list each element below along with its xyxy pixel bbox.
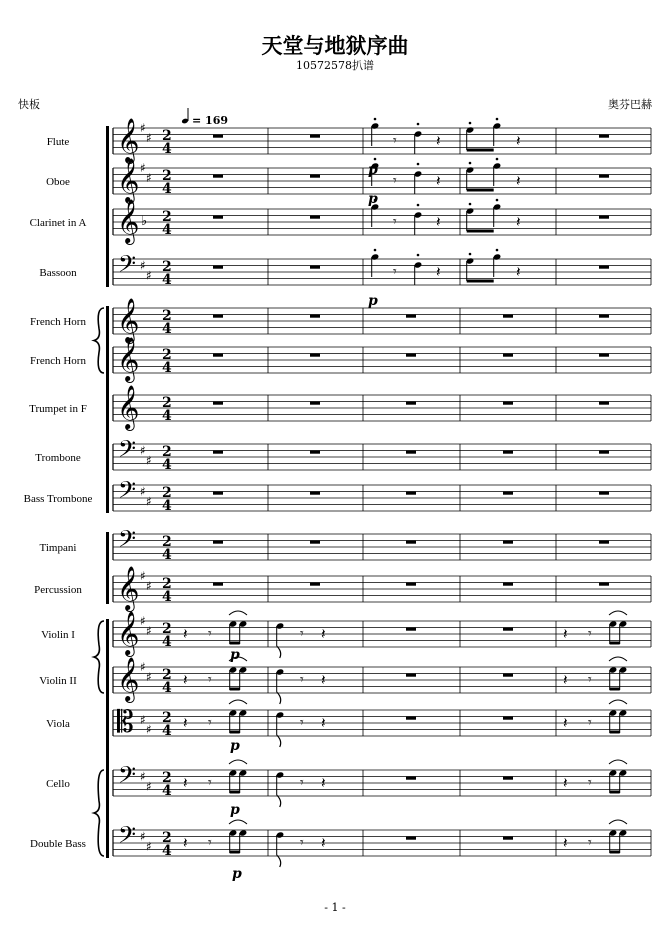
- eighth-rest: 𝄾: [300, 775, 304, 791]
- time-signature-bottom: 4: [162, 680, 172, 696]
- instrument-label: Trumpet in F: [29, 403, 87, 415]
- percussion-bracket: [106, 532, 109, 604]
- whole-rest: [406, 777, 416, 780]
- instrument-label: Violin I: [41, 629, 75, 641]
- whole-rest: [503, 402, 513, 405]
- dynamic-piano: p: [230, 647, 240, 663]
- time-signature-top: 2: [162, 485, 172, 501]
- staccato-dot: [496, 118, 499, 121]
- score-subtitle: 10572578扒谱: [296, 59, 374, 72]
- whole-rest: [503, 451, 513, 454]
- whole-rest: [503, 837, 513, 840]
- bass-clef: 𝄢: [118, 476, 137, 509]
- sharp-sign: ♯: [140, 569, 146, 583]
- sharp-sign: ♯: [146, 268, 152, 283]
- staccato-dot: [496, 199, 499, 202]
- staccato-dot: [496, 249, 499, 252]
- time-signature-top: 2: [162, 128, 172, 144]
- time-signature-bottom: 4: [162, 589, 172, 605]
- instrument-label: Bassoon: [39, 267, 77, 279]
- sharp-sign: ♯: [140, 258, 146, 273]
- slur: [229, 820, 247, 824]
- sharp-sign: ♯: [146, 722, 152, 737]
- time-signature-bottom: 4: [162, 141, 172, 157]
- time-signature-bottom: 4: [162, 498, 172, 514]
- time-signature-bottom: 4: [162, 222, 172, 238]
- treble-clef: 𝄞: [117, 657, 140, 701]
- flat-sign: ♭: [141, 214, 148, 229]
- dynamic-piano: p: [368, 162, 378, 178]
- bass-clef: 𝄢: [118, 525, 137, 558]
- eighth-rest: 𝄾: [208, 715, 212, 731]
- whole-rest: [310, 583, 320, 586]
- sharp-sign: ♯: [140, 484, 146, 499]
- eighth-rest: 𝄾: [588, 835, 592, 851]
- whole-rest: [599, 216, 609, 219]
- quarter-rest: 𝄽: [436, 263, 441, 281]
- sharp-sign: ♯: [146, 839, 152, 854]
- sharp-sign: ♯: [146, 453, 152, 468]
- slur: [609, 657, 627, 661]
- whole-rest: [406, 541, 416, 544]
- eighth-rest: 𝄾: [588, 672, 592, 688]
- sharp-sign: ♯: [140, 712, 146, 727]
- staccato-dot: [469, 253, 472, 256]
- treble-clef: 𝄞: [117, 298, 140, 342]
- quarter-rest: 𝄽: [183, 671, 188, 689]
- instrument-label: Oboe: [46, 176, 70, 188]
- alto-clef: 𝄡: [117, 705, 134, 740]
- whole-rest: [213, 354, 223, 357]
- eighth-rest: 𝄾: [393, 214, 397, 230]
- whole-rest: [503, 354, 513, 357]
- instrument-label: Double Bass: [30, 838, 86, 850]
- bass-clef: 𝄢: [118, 761, 137, 794]
- time-signature-top: 2: [162, 395, 172, 411]
- tempo-text: 快板: [18, 98, 40, 111]
- woodwind-bracket: [106, 126, 109, 287]
- instrument-label: Percussion: [34, 584, 82, 596]
- instrument-label: French Horn: [30, 355, 86, 367]
- staccato-dot: [469, 162, 472, 165]
- time-signature-bottom: 4: [162, 547, 172, 563]
- sharp-sign: ♯: [146, 494, 152, 509]
- quarter-rest: 𝄽: [563, 834, 568, 852]
- whole-rest: [213, 216, 223, 219]
- instrument-label: French Horn: [30, 316, 86, 328]
- dynamic-piano: p: [230, 802, 240, 818]
- whole-rest: [406, 451, 416, 454]
- eighth-rest: 𝄾: [300, 715, 304, 731]
- dynamic-piano: p: [368, 191, 378, 207]
- tempo-marking: = 169: [192, 114, 229, 127]
- note-flag: [277, 735, 281, 747]
- whole-rest: [310, 402, 320, 405]
- time-signature-top: 2: [162, 168, 172, 184]
- whole-rest: [503, 717, 513, 720]
- treble-clef: 𝄞: [117, 118, 140, 162]
- sharp-sign: ♯: [140, 660, 146, 674]
- whole-rest: [213, 315, 223, 318]
- eighth-rest: 𝄾: [208, 626, 212, 642]
- instrument-label: Violin II: [39, 675, 77, 687]
- whole-rest: [406, 315, 416, 318]
- instrument-label: Cello: [46, 778, 70, 790]
- quarter-rest: 𝄽: [563, 774, 568, 792]
- whole-rest: [599, 451, 609, 454]
- treble-clef: 𝄞: [117, 199, 140, 243]
- eighth-rest: 𝄾: [393, 264, 397, 280]
- staccato-dot: [374, 118, 377, 121]
- eighth-rest: 𝄾: [300, 626, 304, 642]
- sharp-sign: ♯: [140, 614, 146, 628]
- quarter-rest: 𝄽: [183, 714, 188, 732]
- instrument-label: Viola: [46, 718, 70, 730]
- staff-brace: [94, 308, 104, 373]
- whole-rest: [310, 315, 320, 318]
- whole-rest: [213, 583, 223, 586]
- score-title: 天堂与地狱序曲: [261, 33, 409, 58]
- quarter-rest: 𝄽: [516, 213, 521, 231]
- whole-rest: [406, 402, 416, 405]
- time-signature-top: 2: [162, 830, 172, 846]
- whole-rest: [310, 451, 320, 454]
- treble-clef: 𝄞: [117, 566, 140, 610]
- whole-rest: [406, 583, 416, 586]
- quarter-rest: 𝄽: [321, 714, 326, 732]
- quarter-rest: 𝄽: [321, 671, 326, 689]
- whole-rest: [503, 541, 513, 544]
- quarter-rest: 𝄽: [516, 132, 521, 150]
- whole-rest: [310, 175, 320, 178]
- time-signature-bottom: 4: [162, 272, 172, 288]
- eighth-rest: 𝄾: [393, 133, 397, 149]
- time-signature-top: 2: [162, 576, 172, 592]
- time-signature-top: 2: [162, 444, 172, 460]
- whole-rest: [406, 674, 416, 677]
- strings-bracket: [106, 619, 109, 858]
- sharp-sign: ♯: [140, 443, 146, 458]
- quarter-rest: 𝄽: [436, 132, 441, 150]
- quarter-rest: 𝄽: [516, 172, 521, 190]
- time-signature-top: 2: [162, 667, 172, 683]
- whole-rest: [599, 354, 609, 357]
- whole-rest: [503, 583, 513, 586]
- whole-rest: [310, 354, 320, 357]
- whole-rest: [503, 315, 513, 318]
- dynamic-piano: p: [230, 738, 240, 754]
- composer: 奥芬巴赫: [608, 98, 652, 111]
- note-flag: [277, 855, 281, 867]
- time-signature-bottom: 4: [162, 181, 172, 197]
- eighth-rest: 𝄾: [588, 715, 592, 731]
- quarter-rest: 𝄽: [321, 834, 326, 852]
- whole-rest: [406, 837, 416, 840]
- quarter-rest: 𝄽: [183, 774, 188, 792]
- quarter-rest: 𝄽: [183, 625, 188, 643]
- time-signature-bottom: 4: [162, 634, 172, 650]
- dynamic-piano: p: [368, 293, 378, 309]
- sharp-sign: ♯: [140, 161, 146, 175]
- instrument-label: Flute: [46, 136, 70, 148]
- time-signature-top: 2: [162, 770, 172, 786]
- treble-clef: 𝄞: [117, 158, 140, 202]
- eighth-rest: 𝄾: [208, 775, 212, 791]
- sharp-sign: ♯: [140, 769, 146, 784]
- quarter-rest: 𝄽: [563, 671, 568, 689]
- whole-rest: [503, 628, 513, 631]
- quarter-rest: 𝄽: [436, 213, 441, 231]
- whole-rest: [406, 717, 416, 720]
- staccato-dot: [469, 203, 472, 206]
- time-signature-top: 2: [162, 621, 172, 637]
- eighth-rest: 𝄾: [300, 672, 304, 688]
- eighth-rest: 𝄾: [208, 672, 212, 688]
- whole-rest: [406, 628, 416, 631]
- staccato-dot: [417, 204, 420, 207]
- staff-brace: [94, 770, 104, 856]
- treble-clef: 𝄞: [117, 337, 140, 381]
- time-signature-top: 2: [162, 259, 172, 275]
- whole-rest: [599, 583, 609, 586]
- slur: [609, 820, 627, 824]
- time-signature-bottom: 4: [162, 723, 172, 739]
- bass-clef: 𝄢: [118, 821, 137, 854]
- quarter-rest: 𝄽: [183, 834, 188, 852]
- staccato-dot: [417, 163, 420, 166]
- whole-rest: [406, 492, 416, 495]
- time-signature-top: 2: [162, 347, 172, 363]
- whole-rest: [503, 674, 513, 677]
- whole-rest: [213, 451, 223, 454]
- bass-clef: 𝄢: [118, 250, 137, 283]
- whole-rest: [213, 266, 223, 269]
- sharp-sign: ♯: [146, 779, 152, 794]
- whole-rest: [503, 492, 513, 495]
- slur: [229, 700, 247, 704]
- time-signature-top: 2: [162, 209, 172, 225]
- whole-rest: [599, 492, 609, 495]
- brass-bracket: [106, 306, 109, 513]
- staccato-dot: [374, 158, 377, 161]
- eighth-rest: 𝄾: [300, 835, 304, 851]
- dynamic-piano: p: [232, 866, 242, 882]
- slur: [609, 700, 627, 704]
- instrument-label: Trombone: [35, 452, 81, 464]
- whole-rest: [213, 175, 223, 178]
- staccato-dot: [469, 122, 472, 125]
- whole-rest: [310, 492, 320, 495]
- instrument-label: Bass Trombone: [23, 493, 93, 505]
- instrument-label: Timpani: [39, 542, 77, 554]
- whole-rest: [599, 266, 609, 269]
- staccato-dot: [417, 254, 420, 257]
- quarter-rest: 𝄽: [516, 263, 521, 281]
- whole-rest: [503, 777, 513, 780]
- time-signature-top: 2: [162, 308, 172, 324]
- staccato-dot: [374, 249, 377, 252]
- time-signature-bottom: 4: [162, 843, 172, 859]
- staccato-dot: [496, 158, 499, 161]
- time-signature-bottom: 4: [162, 321, 172, 337]
- whole-rest: [310, 216, 320, 219]
- bass-clef: 𝄢: [118, 435, 137, 468]
- note-flag: [277, 795, 281, 807]
- sharp-sign: ♯: [146, 669, 152, 684]
- slur: [229, 760, 247, 764]
- time-signature-top: 2: [162, 710, 172, 726]
- eighth-rest: 𝄾: [588, 626, 592, 642]
- time-signature-bottom: 4: [162, 783, 172, 799]
- slur: [609, 611, 627, 615]
- eighth-rest: 𝄾: [208, 835, 212, 851]
- time-signature-bottom: 4: [162, 360, 172, 376]
- whole-rest: [310, 135, 320, 138]
- staccato-dot: [417, 123, 420, 126]
- whole-rest: [599, 315, 609, 318]
- eighth-rest: 𝄾: [588, 775, 592, 791]
- whole-rest: [599, 541, 609, 544]
- sharp-sign: ♯: [140, 829, 146, 844]
- whole-rest: [213, 492, 223, 495]
- whole-rest: [599, 135, 609, 138]
- time-signature-top: 2: [162, 534, 172, 550]
- quarter-rest: 𝄽: [436, 172, 441, 190]
- whole-rest: [310, 541, 320, 544]
- eighth-rest: 𝄾: [393, 173, 397, 189]
- whole-rest: [310, 266, 320, 269]
- note-flag: [277, 646, 281, 658]
- whole-rest: [213, 402, 223, 405]
- note-flag: [277, 692, 281, 704]
- time-signature-bottom: 4: [162, 408, 172, 424]
- sharp-sign: ♯: [146, 130, 152, 145]
- quarter-rest: 𝄽: [321, 774, 326, 792]
- whole-rest: [213, 541, 223, 544]
- slur: [609, 760, 627, 764]
- treble-clef: 𝄞: [117, 611, 140, 655]
- sharp-sign: ♯: [146, 578, 152, 593]
- whole-rest: [599, 175, 609, 178]
- instrument-label: Clarinet in A: [29, 217, 87, 229]
- time-signature-bottom: 4: [162, 457, 172, 473]
- sharp-sign: ♯: [146, 623, 152, 638]
- page-number: - 1 -: [324, 901, 346, 914]
- quarter-rest: 𝄽: [563, 714, 568, 732]
- treble-clef: 𝄞: [117, 385, 140, 429]
- quarter-rest: 𝄽: [321, 625, 326, 643]
- sharp-sign: ♯: [146, 170, 152, 185]
- sharp-sign: ♯: [140, 121, 146, 135]
- whole-rest: [599, 402, 609, 405]
- whole-rest: [213, 135, 223, 138]
- slur: [229, 611, 247, 615]
- staff-brace: [94, 621, 104, 693]
- whole-rest: [406, 354, 416, 357]
- quarter-rest: 𝄽: [563, 625, 568, 643]
